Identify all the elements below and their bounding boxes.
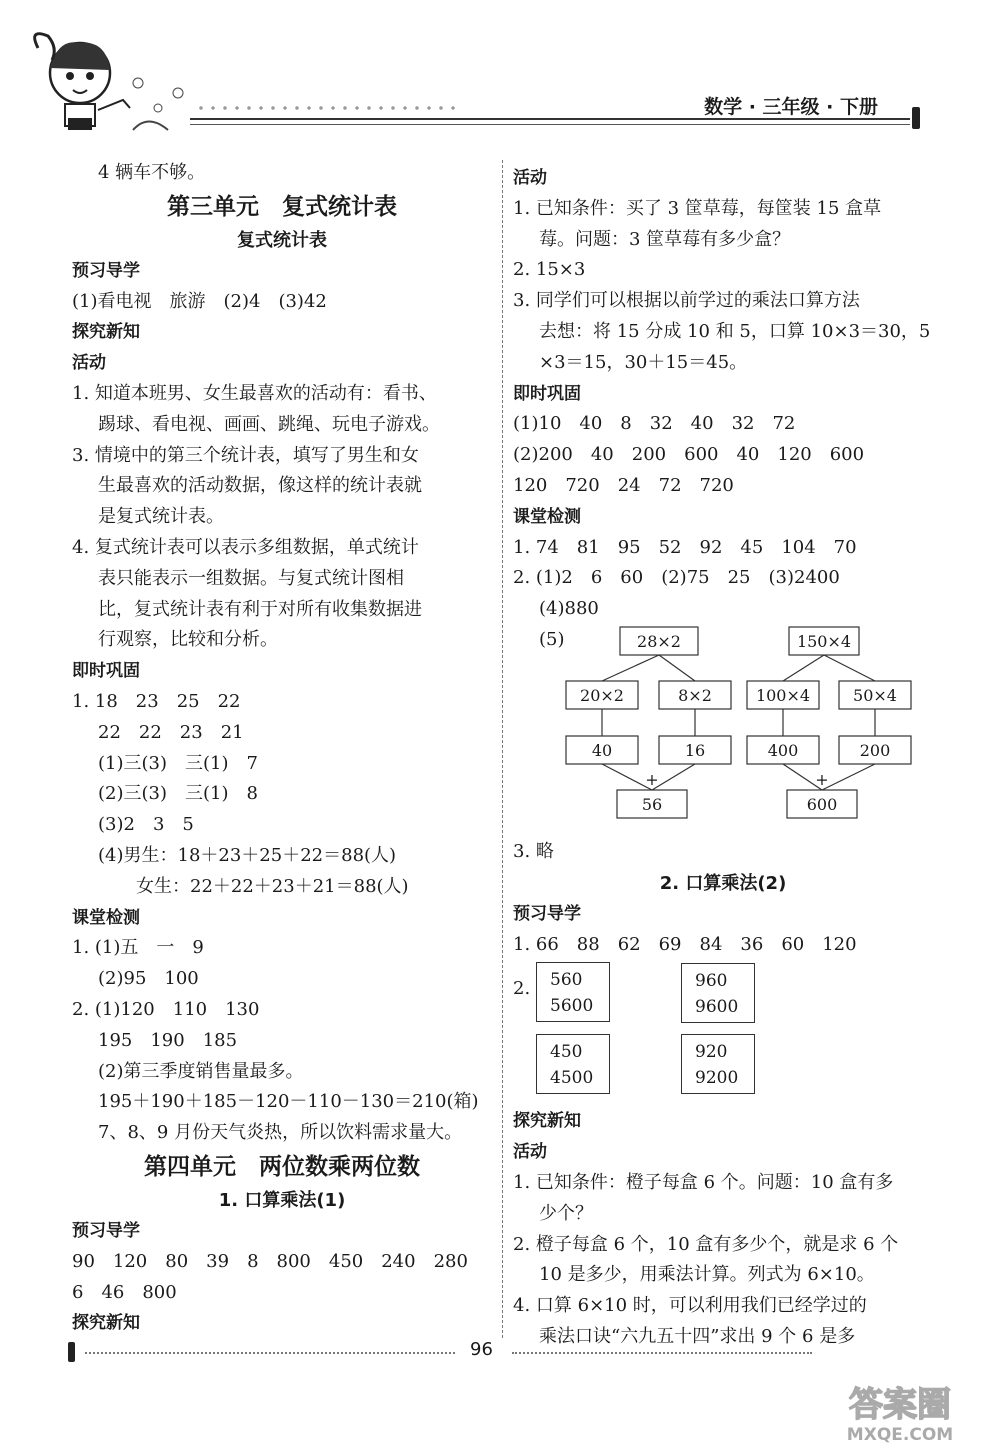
answer-box (536, 962, 610, 1022)
text-line: (1)10 40 8 32 40 32 72 (513, 413, 796, 435)
decomposition-trees (513, 625, 933, 837)
subheading: 探究新知 (72, 1313, 140, 1334)
header-dot-pattern (195, 103, 455, 113)
text-line: 少个？ (539, 1202, 593, 1224)
text-line: (1)看电视 旅游 (2)4 (3)42 (72, 290, 327, 312)
subheading: 预习导学 (72, 260, 140, 281)
text-line: 2. (1)120 110 130 (72, 998, 260, 1020)
tree2-operator: + (815, 769, 829, 789)
subheading: 探究新知 (513, 1111, 581, 1132)
subheading: 预习导学 (513, 903, 581, 924)
text-line: (1)三(3) 三(1) 7 (98, 752, 258, 774)
subheading: 活动 (72, 353, 106, 374)
text-line: (3)2 3 5 (98, 814, 194, 836)
text-line: (2)95 100 (98, 968, 199, 990)
section-heading: 2. 口算乘法(2) (659, 872, 787, 894)
tree-diagrams (513, 625, 933, 837)
text-line: 10 是多少，用乘法计算。列式为 6×10。 (539, 1264, 875, 1286)
watermark-text: 答案圈 (849, 1385, 951, 1425)
text-line: 1. 66 88 62 69 84 36 60 120 (513, 933, 857, 955)
tree2-right: 50×4 (853, 685, 897, 705)
text-line: 90 120 80 39 8 800 450 240 280 (72, 1250, 468, 1272)
text-line: 195＋190＋185－120－110－130＝210(箱) (98, 1091, 479, 1113)
tree2-root: 150×4 (796, 631, 852, 651)
text-line: 120 720 24 72 720 (513, 474, 734, 496)
text-line: 行观察，比较和分析。 (98, 629, 278, 651)
tree1-left: 20×2 (580, 685, 624, 705)
tree1-right-value: 16 (684, 740, 706, 760)
subheading: 课堂检测 (513, 506, 581, 527)
text-line: (4)男生：18＋23＋25＋22＝88(人) (98, 844, 397, 866)
text-line: (5) (539, 628, 565, 650)
box-value: 450 (550, 1042, 583, 1063)
footer-corner-mark (68, 1342, 75, 1362)
tree2-left-value: 400 (767, 740, 799, 760)
text-line: 7、8、9 月份天气炎热，所以饮料需求量大。 (98, 1122, 463, 1144)
watermark-logo (815, 1380, 985, 1445)
subheading: 即时巩固 (513, 383, 581, 404)
tree2-result: 600 (806, 794, 838, 814)
text-line: 3. 略 (513, 840, 554, 862)
girl-mascot-icon (18, 18, 193, 143)
box-value: 920 (695, 1042, 728, 1063)
section-heading: 1. 口算乘法(1) (218, 1189, 346, 1211)
text-line: 比，复式统计表有利于对所有收集数据进 (98, 598, 422, 620)
answer-box (681, 963, 755, 1023)
text-line: 1. 已知条件：买了 3 筐草莓，每筐装 15 盒草 (513, 197, 882, 219)
box-value: 9200 (695, 1068, 739, 1089)
answer-boxes (513, 960, 933, 1106)
tree1-operator: + (645, 769, 659, 789)
text-line: 1. 已知条件：橙子每盒 6 个。问题：10 盒有多 (513, 1171, 894, 1193)
header-corner-mark (912, 107, 920, 129)
text-line: 女生：22＋22＋23＋21＝88(人) (136, 875, 409, 897)
text-line: 是复式统计表。 (98, 506, 224, 528)
text-line: 2. (513, 978, 531, 1000)
footer-dotted-rule (512, 1352, 812, 1354)
right-column (513, 163, 933, 1353)
text-line: 1. 知道本班男、女生最喜欢的活动有：看书、 (72, 382, 437, 404)
subheading: 活动 (513, 1142, 547, 1163)
tree1-right: 8×2 (678, 685, 712, 705)
text-line: (2)200 40 200 600 40 120 600 (513, 444, 865, 466)
answer-box (536, 1034, 610, 1094)
text-line: ×3＝15，30＋15＝45。 (539, 351, 748, 373)
subject-title: 数学 · 三年级 · 下册 (704, 96, 878, 118)
text-line: (2)三(3) 三(1) 8 (98, 783, 258, 805)
watermark-url: MXQE.COM (846, 1425, 954, 1445)
left-column (72, 158, 492, 1339)
subheading: 课堂检测 (72, 907, 140, 928)
text-line: 1. 18 23 25 22 (72, 690, 241, 712)
text-line: 4. 口算 6×10 时，可以利用我们已经学过的 (513, 1295, 867, 1317)
box-value: 4500 (550, 1068, 594, 1089)
text-line: 2. (1)2 6 60 (2)75 25 (3)2400 (513, 567, 840, 589)
text-line: 4 辆车不够。 (98, 162, 206, 183)
subheading: 活动 (513, 168, 547, 188)
tree1-result: 56 (641, 794, 663, 814)
box-value: 5600 (550, 996, 594, 1017)
text-line: 1. (1)五 一 9 (72, 937, 204, 959)
text-line: 乘法口诀“六九五十四”求出 9 个 6 是多 (539, 1325, 856, 1347)
text-line: 22 22 23 21 (98, 721, 244, 743)
text-line: (2)第三季度销售量最多。 (98, 1060, 304, 1082)
text-line: 3. 同学们可以根据以前学过的乘法口算方法 (513, 290, 860, 312)
text-line: 1. 74 81 95 52 92 45 104 70 (513, 536, 857, 558)
tree1-root: 28×2 (637, 631, 681, 651)
text-line: 2. 15×3 (513, 259, 586, 281)
section-heading: 复式统计表 (237, 229, 327, 251)
box-value: 960 (695, 971, 728, 992)
text-line: 2. 橙子每盒 6 个，10 盒有多少个，就是求 6 个 (513, 1233, 899, 1255)
footer-dotted-rule (85, 1352, 455, 1354)
text-line: 表只能表示一组数据。与复式统计图相 (98, 567, 404, 589)
text-line: 4. 复式统计表可以表示多组数据，单式统计 (72, 536, 419, 558)
text-line: 3. 情境中的第三个统计表，填写了男生和女 (72, 444, 419, 466)
text-line: (4)880 (539, 598, 599, 620)
answer-box (681, 1034, 755, 1094)
text-line: 195 190 185 (98, 1029, 238, 1051)
unit-heading: 第四单元 两位数乘两位数 (144, 1153, 420, 1180)
box-value: 9600 (695, 997, 739, 1018)
text-line: 生最喜欢的活动数据，像这样的统计表就 (98, 475, 422, 497)
subheading: 即时巩固 (72, 661, 140, 682)
tree1-left-value: 40 (591, 740, 613, 760)
text-line: 6 46 800 (72, 1281, 177, 1303)
text-line: 踢球、看电视、画画、跳绳、玩电子游戏。 (98, 413, 440, 435)
subheading: 探究新知 (72, 322, 140, 343)
page-number: 96 (470, 1339, 493, 1360)
text-line: 莓。问题：3 筐草莓有多少盒？ (539, 228, 791, 250)
column-divider (502, 160, 503, 1338)
box-value: 560 (550, 970, 583, 991)
header-rule-thin (190, 124, 910, 125)
tree2-right-value: 200 (859, 740, 891, 760)
subheading: 预习导学 (72, 1220, 140, 1241)
text-line: 去想：将 15 分成 10 和 5，口算 10×3＝30，5 (539, 320, 931, 342)
tree2-left: 100×4 (755, 685, 811, 705)
unit-heading: 第三单元 复式统计表 (167, 193, 397, 220)
